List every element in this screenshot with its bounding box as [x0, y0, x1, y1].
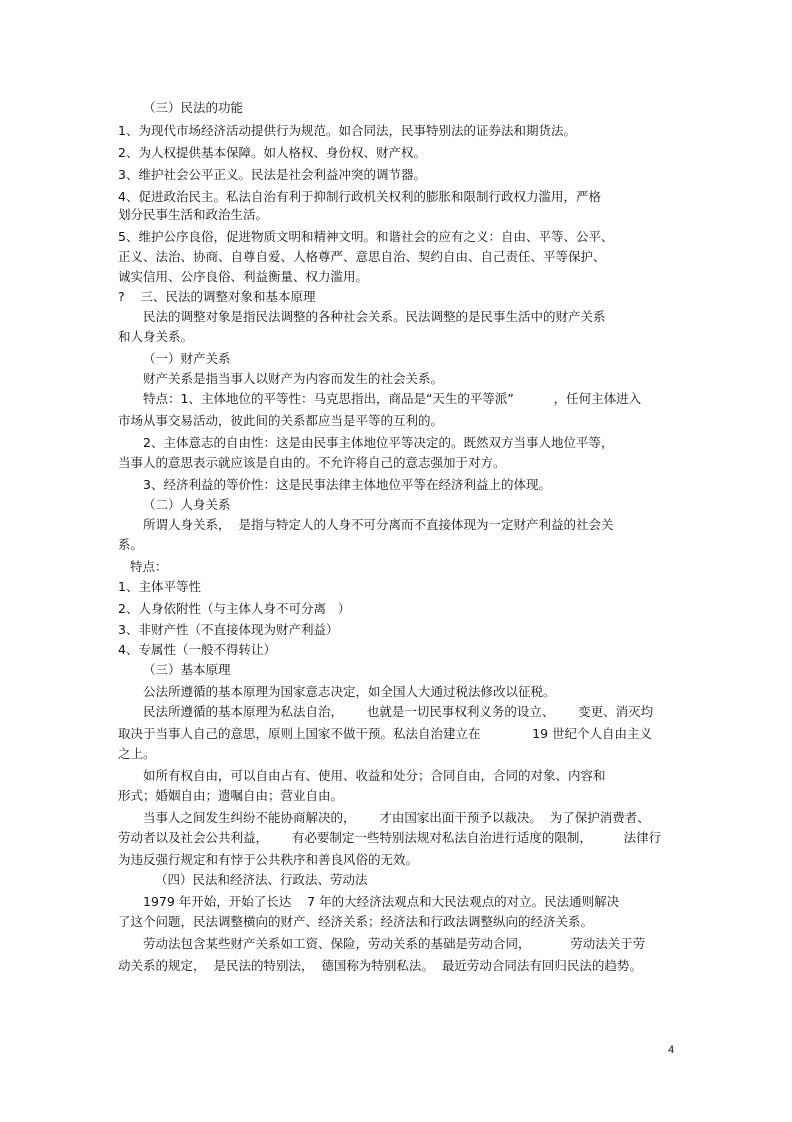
text-line: 正义、法治、协商、自尊自爱、人格尊严、意思自治、契约自由、自己责任、平等保护、	[118, 249, 606, 264]
text-line: （一）财产关系	[143, 351, 231, 366]
text-line: 特点：1、主体地位的平等性：马克思指出，商品是“天生的平等派” ，任何主体进入	[143, 391, 642, 406]
text-line: 形式；婚姻自由；遗嘱自由；营业自由。	[118, 788, 344, 803]
text-line: 和人身关系。	[118, 329, 194, 344]
text-line: 如所有权自由，可以自由占有、使用、收益和处分；合同自由，合同的对象、内容和	[143, 768, 606, 783]
text-line: 为违反强行规定和有悖于公共秩序和善良风俗的无效。	[118, 852, 419, 867]
text-line: （四）民法和经济法、行政法、劳动法	[155, 872, 368, 887]
text-line: 了这个问题，民法调整横向的财产、经济关系；经济法和行政法调整纵向的经济关系。	[118, 914, 594, 929]
text-line: 当事人的意思表示就应该是自由的。不允许将自己的意志强加于对方。	[118, 455, 506, 470]
text-line: 特点：	[130, 559, 168, 574]
text-line: 劳动法包含某些财产关系如工资、保险，劳动关系的基础是劳动合同， 劳动法关于劳	[143, 936, 646, 951]
text-line: 2、为人权提供基本保障。如人格权、身份权、财产权。	[118, 145, 426, 160]
text-line: 所谓人身关系， 是指与特定人的人身不可分离而不直接体现为一定财产利益的社会关	[143, 517, 614, 532]
text-line: 当事人之间发生纠纷不能协商解决的， 才由国家出面干预予以裁决。 为了保护消费者、	[143, 810, 650, 825]
text-line: 1、主体平等性	[118, 579, 201, 594]
text-line: 市场从事交易活动，彼此间的关系都应当是平等的互利的。	[118, 413, 444, 428]
text-line: 系。	[118, 537, 144, 552]
text-line: 划分民事生活和政治生活。	[118, 207, 269, 222]
text-line: 4、促进政治民主。私法自治有利于抑制行政机关权利的膨胀和限制行政权力滥用，严格	[118, 189, 601, 204]
page-number: 4	[668, 1044, 675, 1056]
text-line: 诚实信用、公序良俗、利益衡量、权力滥用。	[118, 269, 369, 284]
text-line: 取决于当事人自己的意思，原则上国家不做干预。私法自治建立在 19 世纪个人自由主义	[118, 726, 653, 741]
text-line: 2、人身依附性（与主体人身不可分离 ）	[118, 601, 351, 616]
text-line: 民法所遵循的基本原理为私法自治， 也就是一切民事权利义务的设立、 变更、消灭均	[143, 704, 654, 719]
text-line: 4、专属性（一般不得转让）	[118, 642, 276, 657]
text-line: 3、维护社会公平正义。民法是社会利益冲突的调节器。	[118, 167, 426, 182]
text-line: 3、非财产性（不直接体现为财产利益）	[118, 622, 339, 637]
text-line: 1979 年开始，开始了长达 7 年的大经济法观点和大民法观点的对立。民法通则解决	[143, 894, 620, 909]
text-line: 民法的调整对象是指民法调整的各种社会关系。民法调整的是民事生活中的财产关系	[143, 309, 606, 324]
text-line: 1、为现代市场经济活动提供行为规范。如合同法，民事特别法的证券法和期货法。	[118, 123, 576, 138]
text-line: （二）人身关系	[143, 497, 231, 512]
text-line: 3、经济利益的等价性：这是民事法律主体地位平等在经济利益上的体现。	[143, 477, 551, 492]
text-line: 5、维护公序良俗，促进物质文明和精神文明。和谐社会的应有之义：自由、平等、公平、	[118, 229, 614, 244]
text-line: 2、主体意志的自由性：这是由民事主体地位平等决定的。既然双方当事人地位平等，	[143, 435, 614, 450]
text-line: （三）民法的功能	[143, 100, 244, 115]
text-line: 动关系的规定， 是民法的特别法， 德国称为特别私法。 最近劳动合同法有回归民法的趋势。	[118, 958, 642, 973]
text-line: 劳动者以及社会公共利益， 有必要制定一些特别法规对私法自治进行适度的限制， 法律行	[118, 830, 662, 845]
text-line: 公法所遵循的基本原理为国家意志决定，如全国人大通过税法修改以征税。	[143, 684, 556, 699]
text-line: 之上。	[118, 746, 156, 761]
text-line: 财产关系是指当事人以财产为内容而发生的社会关系。	[143, 371, 444, 386]
text-line: ? 三、民法的调整对象和基本原理	[118, 289, 316, 304]
text-line: （三）基本原理	[143, 662, 231, 677]
